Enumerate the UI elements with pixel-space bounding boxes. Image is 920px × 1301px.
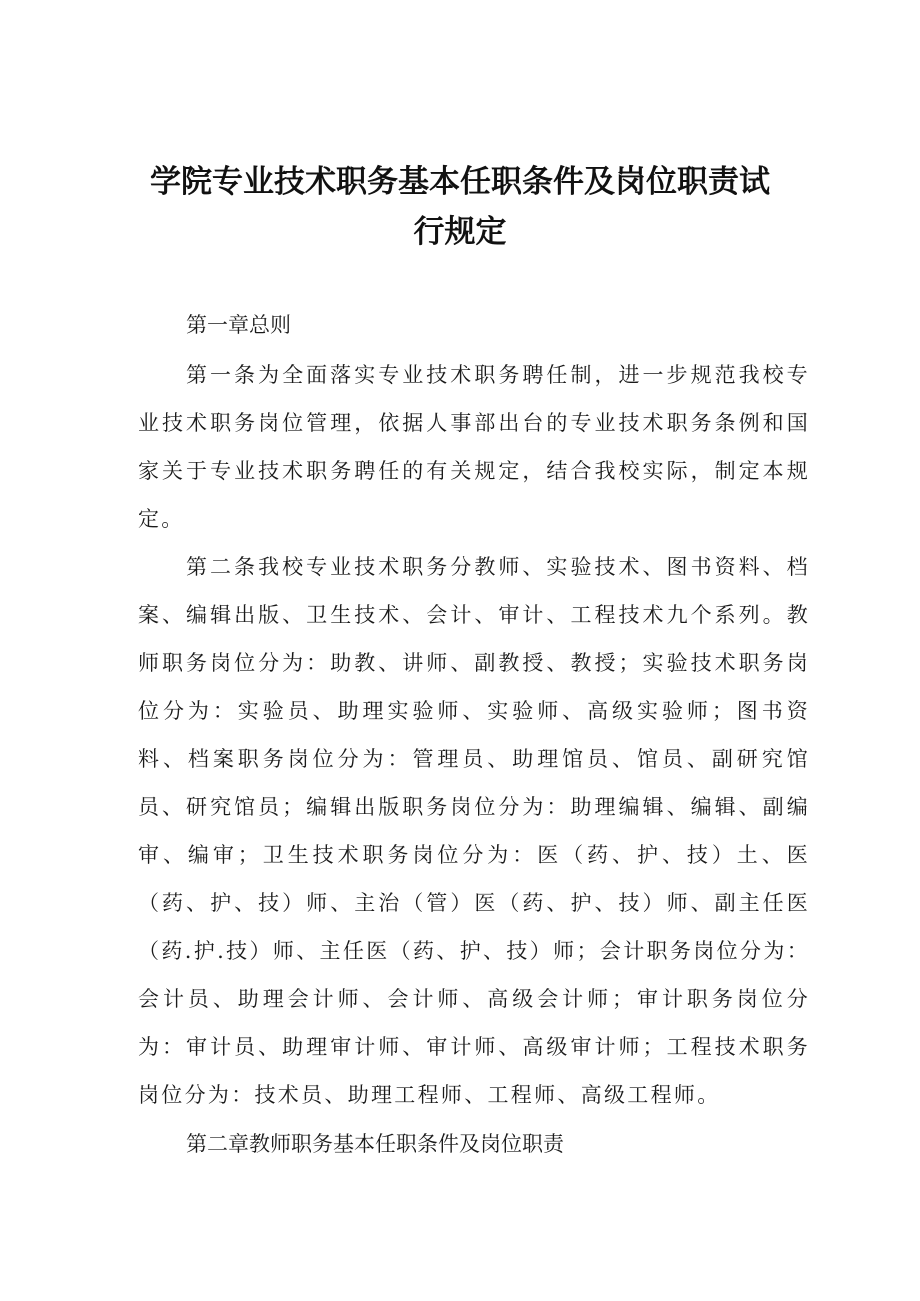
chapter2-heading: 第二章教师职务基本任职条件及岗位职责 (186, 1132, 564, 1156)
article1-paragraph: 第一条为全面落实专业技术职务聘任制，进一步规范我校专业技术职务岗位管理，依据人事部出台的专业技术职务条例和国家关于专业技术职务聘任的有关规定，结合我校实际，制定本规定。 (138, 363, 810, 531)
chapter1-heading: 第一章总则 (186, 313, 291, 337)
document-title-line1: 学院专业技术职务基本任职条件及岗位职责试 (150, 164, 770, 200)
article2-paragraph: 第二条我校专业技术职务分教师、实验技术、图书资料、档案、编辑出版、卫生技术、会计、审计、工程技术九个系列。教师职务岗位分为：助教、讲师、副教授、教授；实验技术职务岗位分为：实验员、助理实验师、实验师、高级实验师；图书资料、档案职务岗位分为：管理员、助理馆员、馆员、副研究馆员、研究馆员；编辑出版职务岗位分为：助理编辑、编辑、副编审、编审；卫生技术职务岗位分为：医（药、护、技）土、医（药、护、技）师、主治（管）医（药、护、技）师、副主任医（药.护.技）师、主任医（药、护、技）师；会计职务岗位分为：会计员、助理会计师、会计师、高级会计师；审计职务岗位分为：审计员、助理审计师、审计师、高级审计师；工程技术职务岗位分为：技术员、助理工程师、工程师、高级工程师。 (138, 555, 810, 1107)
document-title-line2: 行规定 (413, 214, 507, 250)
